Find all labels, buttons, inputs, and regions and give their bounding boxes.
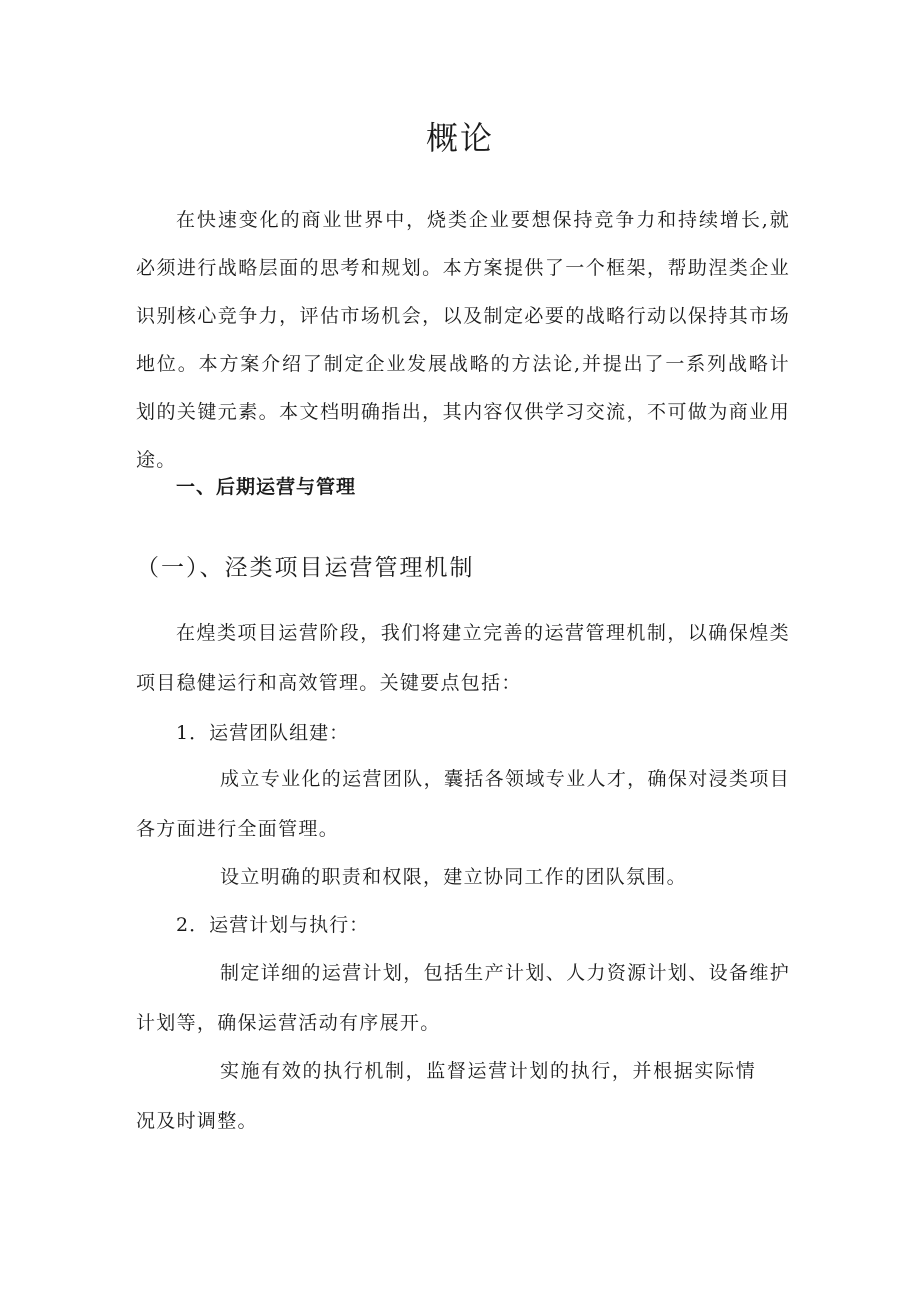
- list-item-paragraph-1-1: 成立专业化的运营团队，囊括各领域专业人才，确保对浸类项目各方面进行全面管理。: [136, 768, 790, 840]
- subsection-heading: （一）、泾类项目运营管理机制: [136, 555, 475, 581]
- page-title: 概论: [425, 119, 494, 157]
- list-item-paragraph-2-2: 实施有效的执行机制，监督运营计划的执行，并根据实际情况及时调整。: [136, 1060, 756, 1132]
- list-item-label-2: 2．运营计划与执行：: [176, 914, 370, 936]
- list-item-paragraph-1-2: 设立明确的职责和权限，建立协同工作的团队氛围。: [220, 866, 687, 888]
- list-item-paragraph-2-1: 制定详细的运营计划，包括生产计划、人力资源计划、设备维护计划等，确保运营活动有序展开。: [136, 962, 790, 1034]
- list-item-label-1: 1．运营团队组建：: [176, 722, 350, 744]
- intro-paragraph: 在快速变化的商业世界中，烧类企业要想保持竞争力和持续增长,就必须进行战略层面的思考和规划。本方案提供了一个框架，帮助涅类企业识别核心竞争力，评估市场机会，以及制定必要的战略行动以保持其市场地位。本方案介绍了制定企业发展战略的方法论,并提出了一系列战略计划的关键元素。本文档明确指出，其内容仅供学习交流，不可做为商业用途。: [136, 209, 790, 471]
- subsection-intro-paragraph: 在煌类项目运营阶段，我们将建立完善的运营管理机制，以确保煌类项目稳健运行和高效管理。关键要点包括：: [136, 622, 790, 694]
- section-heading: 一、后期运营与管理: [176, 476, 357, 498]
